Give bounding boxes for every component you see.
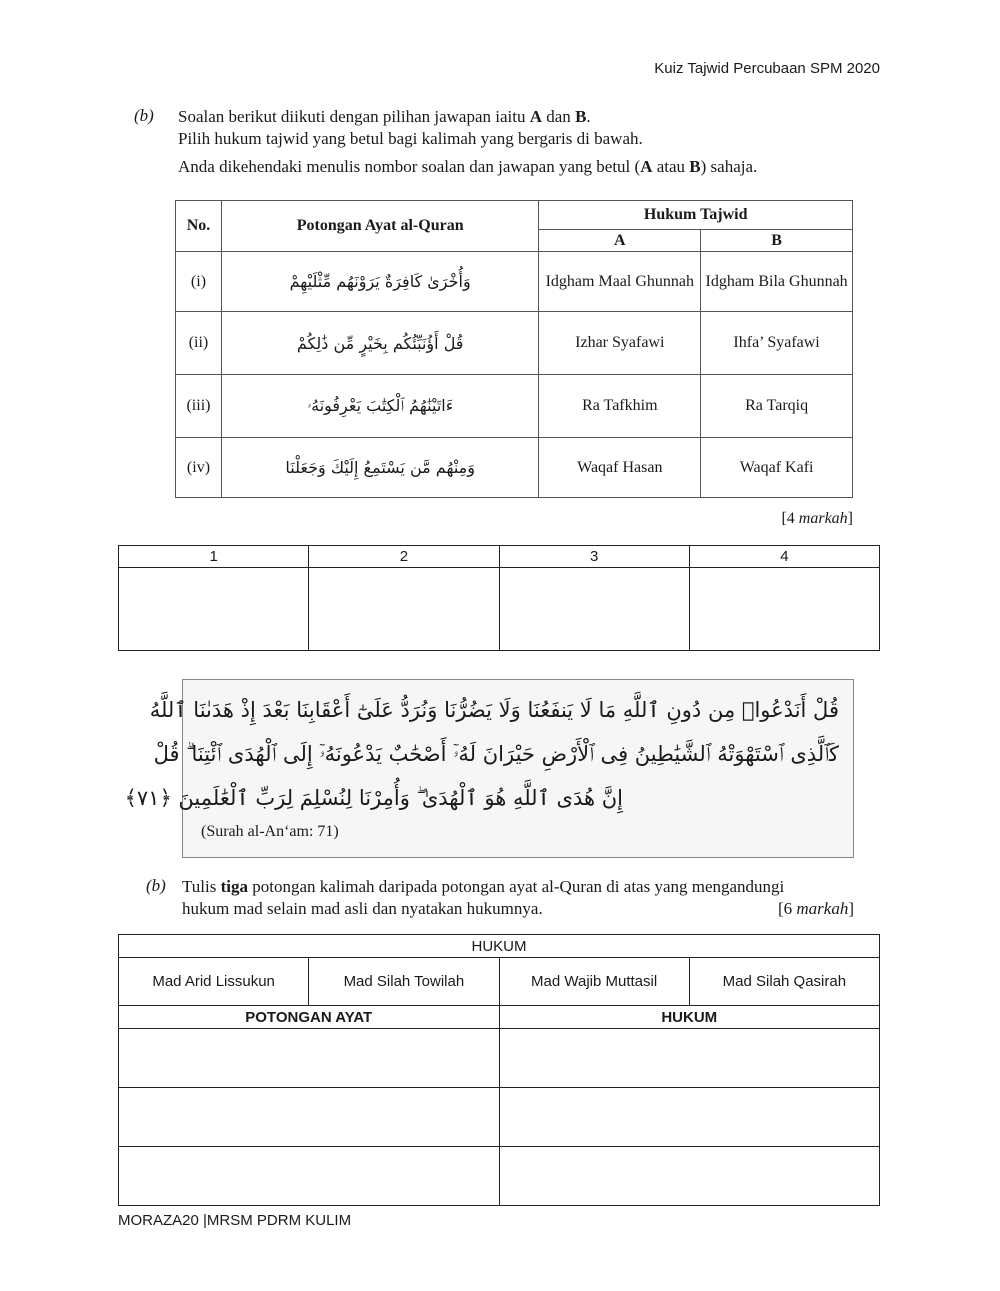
option-b: Ra Tarqiq [701,375,853,438]
arabic-phrase: ءَاتَيْنَٰهُمُ ٱلْكِتَٰبَ يَعْرِفُونَهُۥ [221,375,538,438]
col-header-potongan-ayat: POTONGAN AYAT [119,1006,500,1029]
answer-hukum-cell[interactable] [499,1147,880,1206]
answer-ayat-cell[interactable] [119,1147,500,1206]
instruction2-line-1: Tulis tiga potongan kalimah daripada potongan ayat al-Quran di atas yang mengandungi [182,877,785,896]
answer-cell-2[interactable] [309,568,499,651]
answer-header-3: 3 [499,546,689,568]
arabic-phrase: قُلْ أَؤُنَبِّئُكُم بِخَيْرٍ مِّن ذَٰلِكُمْ [221,312,538,375]
instruction-line-2: Pilih hukum tajwid yang betul bagi kalimah yang bergaris di bawah. [178,129,643,148]
option-b: Waqaf Kafi [701,438,853,498]
answer-cell-1[interactable] [119,568,309,651]
hukum-table [118,934,880,1206]
hukum-option-2: Mad Silah Towilah [309,958,499,1006]
page-footer: MORAZA20 |MRSM PDRM KULIM [118,1212,352,1229]
col-header-b: B [701,230,853,252]
question-label: (b) [134,106,154,125]
verse-source: (Surah al-An‘am: 71) [201,823,339,840]
table-row [176,252,853,312]
verse-line-1: قُلْ أَنَدْعُوا۟ مِن دُونِ ٱللَّهِ مَا لَا يَنفَعُنَا وَلَا يَضُرُّنَا وَنُرَدُّ عَلَىٰٓ أَعْقَابِنَا بَعْدَ إِذْ هَدَىٰنَا ٱللَّهُ [149,698,839,722]
option-a: Waqaf Hasan [539,438,701,498]
hukum-option-3: Mad Wajib Muttasil [499,958,689,1006]
marks-label: [4 markah] [781,510,853,527]
question-label-2: (b) [146,876,166,895]
row-number: (i) [176,252,222,312]
table-row [176,375,853,438]
answer-ayat-cell[interactable] [119,1029,500,1088]
col-header-no: No. [176,201,222,252]
verse-line-3: إِنَّ هُدَى ٱللَّهِ هُوَ ٱلْهُدَىٰ ۖ وَأُمِرْنَا لِنُسْلِمَ لِرَبِّ ٱلْعَٰلَمِينَ ﴿٧١﴾ [124,786,623,810]
table-row [176,438,853,498]
verse-box [124,679,854,858]
col-header-ayat: Potongan Ayat al-Quran [221,201,538,252]
tajwid-table [175,200,853,498]
answer-table [118,545,880,651]
answer-hukum-cell[interactable] [499,1088,880,1147]
instruction-text [178,106,757,178]
option-a: Ra Tafkhim [539,375,701,438]
answer-header-4: 4 [689,546,879,568]
answer-cell-4[interactable] [689,568,879,651]
page-header: Kuiz Tajwid Percubaan SPM 2020 [654,60,880,77]
instruction-text-2 [182,876,854,920]
hukum-option-4: Mad Silah Qasirah [689,958,879,1006]
marks-label-2: [6 markah] [777,899,854,918]
row-number: (ii) [176,312,222,375]
col-header-a: A [539,230,701,252]
arabic-phrase: وَأُخْرَىٰ كَافِرَةٌ يَرَوْنَهُم مِّثْلَيْهِمْ [221,252,538,312]
answer-hukum-cell[interactable] [499,1029,880,1088]
row-number: (iii) [176,375,222,438]
answer-ayat-cell[interactable] [119,1088,500,1147]
answer-cell-3[interactable] [499,568,689,651]
table-row [176,312,853,375]
instruction-line-1: Soalan berikut diikuti dengan pilihan jawapan iaitu A dan B. [178,107,591,126]
row-number: (iv) [176,438,222,498]
option-b: Ihfa’ Syafawi [701,312,853,375]
option-a: Izhar Syafawi [539,312,701,375]
verse-line-2: كَٱلَّذِى ٱسْتَهْوَتْهُ ٱلشَّيَٰطِينُ فِى ٱلْأَرْضِ حَيْرَانَ لَهُۥٓ أَصْحَٰبٌ يَدْعُونَهُۥٓ إِلَى ٱلْهُدَى ٱئْتِنَا ۗ قُلْ [153,742,839,766]
option-a: Idgham Maal Ghunnah [539,252,701,312]
hukum-option-1: Mad Arid Lissukun [119,958,309,1006]
hukum-title: HUKUM [119,935,880,958]
arabic-phrase: وَمِنْهُم مَّن يَسْتَمِعُ إِلَيْكَ وَجَعَلْنَا [221,438,538,498]
answer-header-1: 1 [119,546,309,568]
col-header-hukum-answer: HUKUM [499,1006,880,1029]
answer-header-2: 2 [309,546,499,568]
option-b: Idgham Bila Ghunnah [701,252,853,312]
instruction-line-3: Anda dikehendaki menulis nombor soalan dan jawapan yang betul (A atau B) sahaja. [178,157,758,176]
col-header-hukum: Hukum Tajwid [539,201,853,230]
instruction2-line-2: hukum mad selain mad asli dan nyatakan hukumnya. [6 markah] [182,899,854,918]
